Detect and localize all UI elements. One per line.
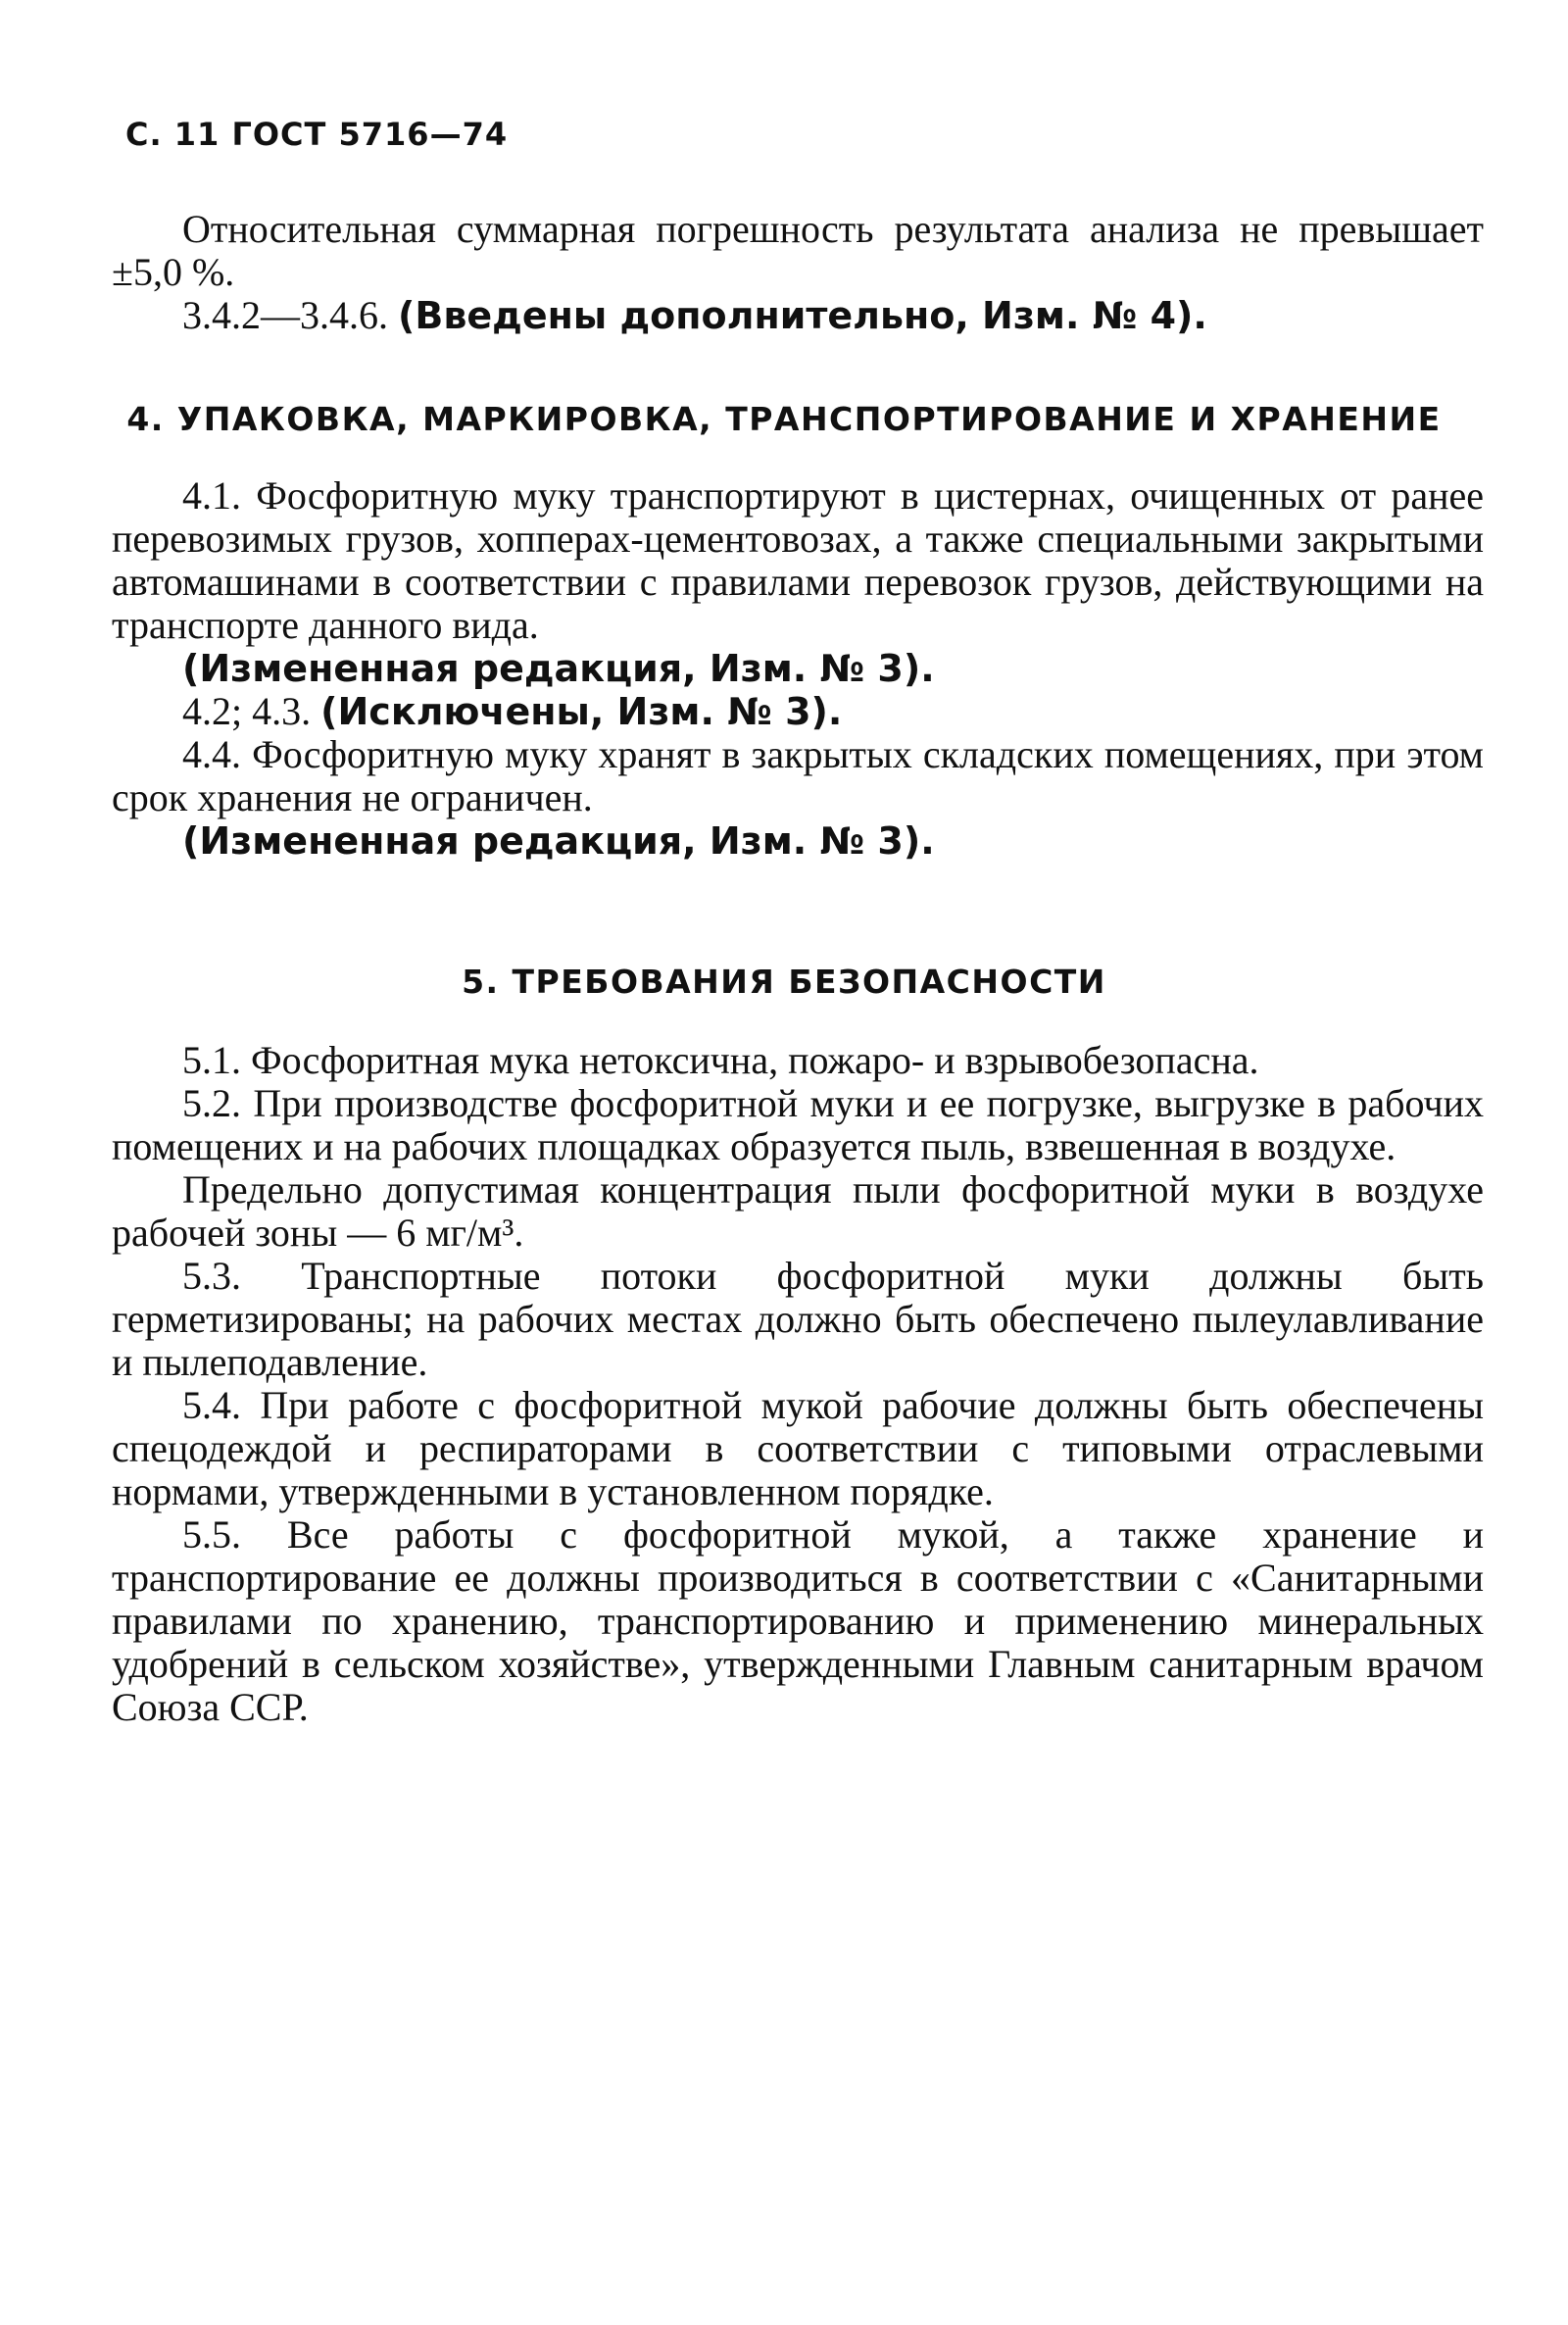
section-5-body [112, 1039, 1484, 1729]
paragraph-5-2-limit: Предельно допустимая концентрация пыли фосфоритной муки в воздухе рабочей зоны — 6 мг/м³. [112, 1167, 1484, 1255]
paragraph-5-1: 5.1. Фосфоритная мука нетоксична, пожаро- и взрывобезопасна. [182, 1038, 1259, 1082]
paragraph-4-4-note [112, 819, 1484, 863]
amendment-note: (Измененная редакция, Изм. № 3). [182, 819, 935, 863]
section-4-body [112, 474, 1484, 863]
paragraph-error: Относительная суммарная погрешность результата анализа не превышает ±5,0 %. [112, 207, 1484, 294]
block-3-4 [112, 208, 1484, 337]
amendment-note: (Измененная редакция, Изм. № 3). [182, 647, 935, 690]
paragraph-number: 3.4.2—3.4.6. [182, 293, 388, 337]
paragraph-5-4: 5.4. При работе с фосфоритной мукой рабочие должны быть обеспечены спецодеждой и респираторами в соответствии с типовыми отраслевыми нормами, утвержденными в установленном порядке. [112, 1383, 1484, 1513]
amendment-note: (Введены дополнительно, Изм. № 4). [398, 294, 1207, 337]
page-header: С. 11 ГОСТ 5716—74 [125, 116, 509, 153]
paragraph-5-2: 5.2. При производстве фосфоритной муки и ее погрузке, выгрузке в рабочих помещених и на рабочих площадках образуется пыль, взвешенная в воздухе. [112, 1081, 1484, 1168]
paragraph-4-1-note [112, 647, 1484, 690]
paragraph-4-4: 4.4. Фосфоритную муку хранят в закрытых складских помещениях, при этом срок хранения не ограничен. [112, 732, 1484, 819]
paragraph-number: 4.2; 4.3. [182, 689, 312, 733]
paragraph-3-4-2 [112, 294, 1484, 337]
section-4-heading: 4. УПАКОВКА, МАРКИРОВКА, ТРАНСПОРТИРОВАНИЕ И ХРАНЕНИЕ [126, 400, 1442, 438]
amendment-note: (Исключены, Изм. № 3). [320, 690, 843, 733]
paragraph-5-5: 5.5. Все работы с фосфоритной мукой, а также хранение и транспортирование ее должны производиться в соответствии с «Санитарными правилами по хранению, транспортированию и применению минеральных удобрений в сельском хозяйстве», утвержденными Главным санитарным врачом Союза ССР. [112, 1512, 1484, 1729]
paragraph-4-1: 4.1. Фосфоритную муку транспортируют в цистернах, очищенных от ранее перевозимых грузов, хопперах-цементовозах, а также специальными закрытыми автомашинами в соответствии с правилами перевозок грузов, действующими на транспорте данного вида. [112, 473, 1484, 647]
paragraph-4-2 [112, 690, 1484, 733]
section-5-heading: 5. ТРЕБОВАНИЯ БЕЗОПАСНОСТИ [462, 963, 1106, 1001]
paragraph-5-3: 5.3. Транспортные потоки фосфоритной муки должны быть герметизированы; на рабочих местах должно быть обеспечено пылеулавливание и пылеподавление. [112, 1254, 1484, 1384]
